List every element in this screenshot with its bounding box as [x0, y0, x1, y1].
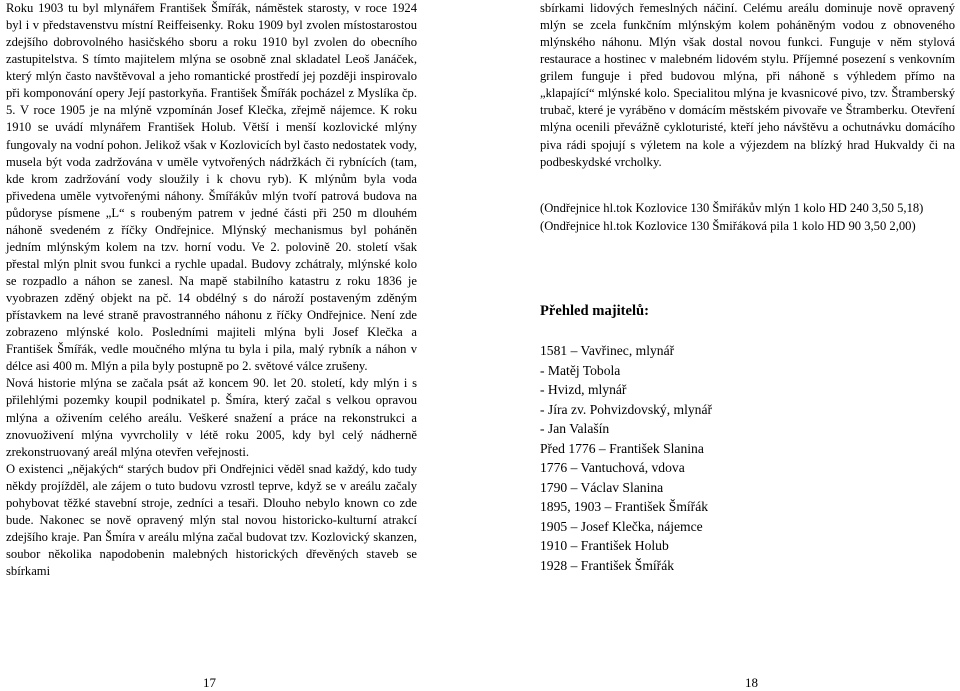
owner-item: 1581 – Vavřinec, mlynář [540, 343, 675, 358]
owner-item: - Jan Valašín [540, 421, 610, 436]
mill-references [540, 200, 960, 235]
mill-history-paragraph: Roku 1903 tu byl mlynářem František Šmířák, náměstek starosty, v roce 1924 byl i v představenstvu místní Reiffeisenky. Roku 1909 byl zvolen místostarostou zdejšího dobrovolného hasičského sboru a roku 1910 byl zvolen do obecního zastupitelstva. S tímto majitelem mlýna se osobně znal skladatel Leoš Janáček, který mlýn často navštěvoval a jeho romantické prostředí jej později inspirovalo při komponování opery Její pastorkyňa. František Šmířák pocházel z Myslíka čp. 5. V roce 1905 je na mlýně vzpomínán Josef Klečka, zřejmě nájemce. K roku 1910 se uvádí mlynářem František Holub. Větší i menší kozlovické mlýny fungovaly na vodní pohon. Jelikož však v Kozlovicích byl často nedostatek vody, musela být voda zadržována v uměle vytvořených nádržkách či rybnících (tam, kde krom zadržování vody sloužily i k chovu ryb). K mlýnům byla voda přivedena uměle vytvořenými náhony. Šmířákův mlýn tvoří patrová budova na půdoryse písmene „L“ s roubeným patrem v jedné části při 250 m dlouhém náhoně svedeném z říčky Ondřejnice. Mlýnský mechanismus byl poháněn jedním mlýnským kolem na tzv. horní vodu. Ve 2. polovině 20. století však přestal mlýn plnit svou funkci a rychle upadal. Budovy zchátraly, mlýnské kolo se rozpadlo a náhon se zanesl. Na mapě stabilního katastru z roku 1836 je vyobrazen zděný objekt na pč. 14 obdélný s do nároží postaveným zděným přístavkem na levé straně pravostranného náhonu z říčky Ondřejnice. Není zde zobrazeno mlýnské kolo. Posledními majiteli mlýna byli Josef Klečka a František Šmířák, vedle moučného mlýna tu byla i pila, malý rybník a náhon v délce asi 400 m. Mlýn a pila byly postupně po 2. světové válce zrušeny. [6, 1, 417, 374]
new-history-paragraph: Nová historie mlýna se začala psát až koncem 90. let 20. století, kdy mlýn i s přilehlými pozemky koupil podnikatel p. Šmíra, který začal s velkou opravou mlýna a oživením celého areálu. Veškeré snažení a práce na rekonstrukci a znovuoživení mlýna vyvrcholily v létě roku 2005, kdy byl celý nádherně zrekonstruovaný areál mlýna otevřen veřejnosti. [6, 376, 417, 459]
reference-mill: (Ondřejnice hl.tok Kozlovice 130 Šmiřákův mlýn 1 kolo HD 240 3,50 5,18) [540, 201, 924, 215]
owner-item: - Jíra zv. Pohvizdovský, mlynář [540, 401, 713, 417]
page-number-left: 17 [203, 675, 216, 690]
right-text-column [540, 0, 955, 171]
skanzen-paragraph: O existenci „nějakých“ starých budov při Ondřejnici věděl snad každý, kdo tudy někdy projížděl, ale zájem o tuto budovu vzrostl teprve, když se v areálu začaly pohybovat těžké stavební stroje, zedníci a tesaři. Dlouho nebylo known co zde bude. Nakonec se nově opravený mlýn stal novou historicko-kulturní atrakcí zdejšího kraje. Pan Šmíra v areálu mlýna začal budovat tzv. Kozlovický skanzen, soubor několika napodobenin malebných historických dřevěných staveb se sbírkami [6, 461, 417, 579]
owner-item: 1928 – František Šmířák [540, 557, 675, 573]
left-text-column [6, 0, 417, 580]
owner-item: Před 1776 – František Slanina [540, 440, 704, 456]
owner-item: 1910 – František Holub [540, 538, 669, 553]
owner-item: 1790 – Václav Slanina [540, 479, 664, 495]
right-page [480, 0, 960, 691]
owners-heading: Přehled majitelů: [540, 303, 650, 319]
owner-item: - Hvizd, mlynář [540, 382, 627, 397]
owner-item: - Matěj Tobola [540, 362, 621, 378]
owner-item: 1895, 1903 – František Šmířák [540, 499, 709, 514]
reference-sawmill: (Ondřejnice hl.tok Kozlovice 130 Šmiřáková pila 1 kolo HD 90 3,50 2,00) [540, 218, 916, 233]
owners-list [540, 341, 712, 575]
page-number-right: 18 [745, 675, 758, 690]
owner-item: 1905 – Josef Klečka, nájemce [540, 518, 703, 534]
owner-item: 1776 – Vantuchová, vdova [540, 460, 685, 475]
mill-today-paragraph: sbírkami lidových řemeslných náčiní. Celému areálu dominuje nově opravený mlýn se zcela funkčním mlýnským kolem poháněným vodou z obnoveného mlýnského náhonu. Mlýn však dostal novou funkci. Funguje v něm stylová restaurace a hostinec v malebném lidovém stylu. Příjemné posezení s venkovním grilem funguje i před budovou mlýna, při náhoně s výhledem přímo na „klapající“ mlýnské kolo. Specialitou mlýna je kvasnicové pivo, tzv. Štramberský trubač, které je vyráběno v domácím městském pivovaře ve Štramberku. Otevření mlýna ocenili převážně cykloturisté, kteří jeho návštěvu a ochutnávku domácího piva rádi spojují s výletem na kole a výjezdem na blízký hrad Hukvaldy či na podbeskydské vrcholky. [540, 1, 955, 169]
